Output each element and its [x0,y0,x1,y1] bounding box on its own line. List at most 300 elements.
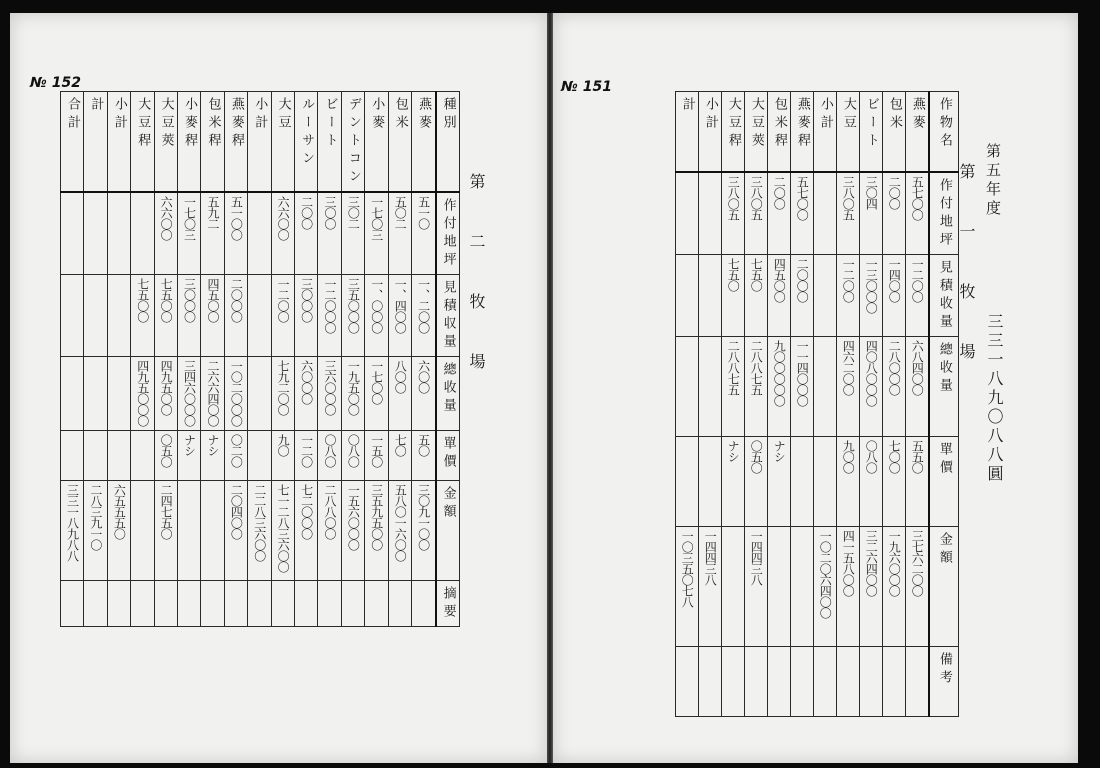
cell-text: 小麥稈 [182,97,198,151]
cell-text: 一、二〇〇 [416,278,431,333]
value-cell [883,336,906,436]
cell-text: 四五〇〇 [772,257,787,302]
item-name-cell [131,92,154,193]
cell-text: 二六六四〇〇 [205,360,220,426]
value-cell [860,526,883,646]
value-cell [722,436,745,526]
cell-text: 大豆稈 [135,97,151,151]
cell-text: 〇五〇 [749,439,764,473]
cell-text: 一四四三八 [749,529,764,585]
value-cell [84,357,107,431]
cell-text: 大豆莢 [158,97,174,151]
value-cell [791,254,814,336]
item-name-cell [178,92,201,193]
cell-text: 四九五〇〇〇 [135,360,150,426]
value-cell [699,172,722,255]
cell-text: 四一五八〇〇 [841,529,856,596]
cell-text: 四六二〇〇 [841,339,856,395]
cell-text: 二八八七五 [749,339,764,395]
cell-text: 七五〇 [749,257,764,291]
cell-text: 一九六〇〇〇 [887,529,902,596]
cell-text: ナシ [205,434,220,456]
value-cell [248,481,271,581]
value-cell [84,275,107,357]
cell-text: 一九五〇〇 [346,360,361,415]
cell-text: 二八八七五 [726,339,741,395]
value-cell [699,254,722,336]
ledger-page-left [10,13,547,763]
value-cell [61,192,84,275]
cell-text: 一二〇〇 [910,257,925,302]
value-cell [837,336,860,436]
value-cell [814,172,837,255]
ledger-band [61,481,460,581]
cell-text: 計 [679,97,695,115]
cell-text: 一二〇 [299,434,314,467]
value-cell [883,172,906,255]
cell-text: 一七〇〇 [369,360,384,404]
cell-text: 三三一八九八八 [65,484,80,561]
value-cell [722,646,745,716]
item-name-cell [699,92,722,172]
item-name-cell [676,92,699,172]
value-cell [201,431,224,481]
value-cell [412,192,436,275]
value-cell [768,526,791,646]
cell-text: 三〇九一〇〇 [416,484,431,550]
value-cell [768,436,791,526]
value-cell [201,481,224,581]
cell-text: 四〇八〇〇〇 [864,339,879,406]
value-cell [768,646,791,716]
value-cell [814,646,837,716]
value-cell [201,357,224,431]
value-cell [412,581,436,627]
value-cell [860,172,883,255]
cell-text: 六六〇〇 [159,196,174,240]
cell-text: 六六〇〇 [276,196,291,240]
value-cell [388,275,411,357]
value-cell [837,172,860,255]
cell-text: ビート [863,97,879,151]
cell-text: 六〇〇〇 [299,360,314,404]
value-cell [388,192,411,275]
value-cell [201,275,224,357]
header-text: 見積收量 [936,259,952,332]
cell-text: 三〇〇 [322,196,337,229]
cell-text: 一、四〇〇 [393,278,408,333]
value-cell [131,275,154,357]
value-cell [154,581,177,627]
ledger-band [676,172,959,255]
ledger-band [61,92,460,193]
cell-text: 一五六〇〇〇 [346,484,361,550]
value-cell [318,481,341,581]
cell-text: 一七〇三 [369,196,384,240]
header-text: 總收量 [936,341,952,396]
header-text: 單價 [936,441,952,478]
value-cell [178,431,201,481]
value-cell [676,172,699,255]
cell-text: 二二八三六〇〇 [252,484,267,561]
ledger-page-right [553,13,1078,763]
ledger-band [61,431,460,481]
cell-text: 一〇二〇〇〇 [229,360,244,426]
value-cell [224,481,247,581]
value-cell [224,192,247,275]
value-cell [699,646,722,716]
item-name-cell [271,92,294,193]
item-name-cell [745,92,768,172]
cell-text: 包米稈 [205,97,221,151]
value-cell [745,336,768,436]
cell-text: 五七〇〇 [795,175,810,220]
value-cell [271,481,294,581]
cell-text: 七五〇 [726,257,741,291]
cell-text: 六五五五〇 [112,484,127,539]
value-cell [318,192,341,275]
value-cell [745,436,768,526]
header-text: 金額 [936,531,952,568]
cell-text: 包米稈 [771,97,787,151]
ledger-band [61,275,460,357]
value-cell [699,336,722,436]
cell-text: 二〇〇 [887,175,902,209]
item-name-cell [768,92,791,172]
cell-text: 三六〇〇〇 [322,360,337,415]
value-cell [224,357,247,431]
item-name-cell [412,92,436,193]
value-cell [295,192,318,275]
cell-text: デントコン [345,97,361,187]
value-cell [388,581,411,627]
cell-text: 一、〇〇〇 [369,278,384,333]
value-cell [699,526,722,646]
value-cell [745,526,768,646]
value-cell [388,357,411,431]
cell-text: 〇八〇 [322,434,337,467]
value-cell [814,336,837,436]
header-text: 備考 [936,651,952,688]
value-cell [318,357,341,431]
value-cell [722,254,745,336]
item-name-cell [201,92,224,193]
value-cell [699,436,722,526]
value-cell [388,431,411,481]
header-text: 作付地坪 [936,177,952,250]
value-cell [860,336,883,436]
item-name-cell [860,92,883,172]
cell-text: 小麥 [369,97,385,133]
header-text: 總收量 [440,362,456,416]
value-cell [271,431,294,481]
cell-text: 七二〇〇〇 [299,484,314,539]
cell-text: 五七〇〇 [910,175,925,220]
cell-text: 九〇〇〇〇〇 [772,339,787,406]
value-cell [154,192,177,275]
value-cell [676,336,699,436]
ledger-band [676,254,959,336]
cell-text: 一〇三五〇七八 [680,529,695,607]
item-name-cell [61,92,84,193]
value-cell [84,481,107,581]
value-cell [224,275,247,357]
value-cell [860,436,883,526]
value-cell [318,431,341,481]
value-cell [295,357,318,431]
cell-text: 三五九五〇〇 [369,484,384,550]
value-cell [131,192,154,275]
cell-text: 九〇〇 [841,439,856,473]
value-cell [131,431,154,481]
value-cell [768,172,791,255]
value-cell [61,357,84,431]
value-cell [837,254,860,336]
item-name-cell [388,92,411,193]
cell-text: 三二六四〇〇 [864,529,879,596]
column-header [436,581,460,627]
total-amount: 三三一八九〇八八圓 [985,313,1004,484]
cell-text: 二〇〇 [772,175,787,209]
value-cell [84,581,107,627]
cell-text: 六八四〇〇 [910,339,925,395]
item-name-cell [365,92,388,193]
cell-text: 一二〇〇 [841,257,856,302]
cell-text: 三〇二 [346,196,361,229]
value-cell [365,192,388,275]
cell-text: 一二〇〇〇 [322,278,337,333]
value-cell [883,526,906,646]
value-cell [676,436,699,526]
value-cell [295,481,318,581]
cell-text: 一四〇〇 [887,257,902,302]
item-name-cell [154,92,177,193]
cell-text: 包米 [392,97,408,133]
cell-text: 七五〇〇 [135,278,150,322]
ledger-band [676,92,959,172]
cell-text: 〇八〇 [864,439,879,473]
value-cell [178,275,201,357]
value-cell [745,254,768,336]
value-cell [154,431,177,481]
value-cell [248,192,271,275]
value-cell [154,275,177,357]
header-text: 摘要 [440,586,456,622]
cell-text: 三八〇五 [749,175,764,220]
value-cell [107,357,130,431]
column-header [929,526,959,646]
value-cell [107,481,130,581]
cell-text: 小計 [817,97,833,133]
value-cell [248,275,271,357]
item-name-cell [318,92,341,193]
cell-text: 五〇 [416,434,431,456]
cell-text: 二〇〇〇 [795,257,810,302]
value-cell [791,336,814,436]
item-name-cell [295,92,318,193]
value-cell [341,275,364,357]
cell-text: 二四七五〇 [159,484,174,539]
value-cell [768,254,791,336]
cell-text: 三八〇五 [726,175,741,220]
cell-text: 燕麥 [416,97,432,133]
cell-text: 大豆 [840,97,856,133]
item-name-cell [791,92,814,172]
cell-text: 大豆稈 [725,97,741,151]
item-name-cell [837,92,860,172]
value-cell [178,581,201,627]
value-cell [906,254,930,336]
value-cell [295,275,318,357]
cell-text: 三〇〇〇 [182,278,197,322]
cell-text: 三四六〇〇〇 [182,360,197,426]
value-cell [906,336,930,436]
fiscal-year-title: 第五年度 [984,143,1002,219]
cell-text: 小計 [252,97,268,133]
cell-text: 〇八〇 [346,434,361,467]
value-cell [131,581,154,627]
value-cell [341,192,364,275]
page-number: № 151 [561,79,612,95]
value-cell [883,436,906,526]
cell-text: 三七六二〇〇 [910,529,925,596]
value-cell [365,581,388,627]
value-cell [365,481,388,581]
value-cell [84,192,107,275]
header-text: 作物名 [936,97,952,151]
header-text: 見積収量 [440,280,456,352]
cell-text: 五一〇〇 [229,196,244,240]
item-name-cell [883,92,906,172]
value-cell [201,581,224,627]
column-header [436,92,460,193]
value-cell [676,526,699,646]
value-cell [295,431,318,481]
header-text: 金額 [440,486,456,522]
value-cell [178,192,201,275]
value-cell [318,275,341,357]
value-cell [745,646,768,716]
value-cell [768,336,791,436]
column-header [436,431,460,481]
value-cell [271,192,294,275]
section-title: 第 一 牧 場 [957,163,976,373]
cell-text: 二〇〇 [299,196,314,229]
column-header [929,92,959,172]
value-cell [791,436,814,526]
cell-text: 大豆 [275,97,291,133]
cell-text: 二〇〇〇 [229,278,244,322]
column-header [929,436,959,526]
cell-text: 小計 [702,97,718,133]
column-header [436,481,460,581]
cell-text: 合計 [65,97,81,133]
column-header [929,646,959,716]
item-name-cell [906,92,930,172]
ledger-table [60,91,460,627]
value-cell [84,431,107,481]
value-cell [860,646,883,716]
value-cell [412,275,436,357]
cell-text: 七〇 [393,434,408,456]
cell-text: 二八三九一〇 [88,484,103,550]
value-cell [860,254,883,336]
value-cell [318,581,341,627]
value-cell [341,431,364,481]
value-cell [61,275,84,357]
value-cell [365,357,388,431]
value-cell [224,431,247,481]
value-cell [131,481,154,581]
cell-text: 四九五〇〇 [159,360,174,415]
ledger-band [676,646,959,716]
value-cell [365,275,388,357]
value-cell [61,481,84,581]
cell-text: 五一〇 [416,196,431,229]
cell-text: 燕麥稈 [228,97,244,151]
cell-text: 七〇〇 [887,439,902,473]
cell-text: 六〇〇 [416,360,431,393]
cell-text: 五九二 [205,196,220,229]
value-cell [837,646,860,716]
cell-text: 三八〇五 [841,175,856,220]
cell-text: 五八〇一六〇〇 [393,484,408,561]
value-cell [412,481,436,581]
value-cell [388,481,411,581]
item-name-cell [84,92,107,193]
value-cell [178,357,201,431]
cell-text: 燕麥稈 [794,97,810,151]
value-cell [791,172,814,255]
value-cell [412,357,436,431]
cell-text: ナシ [726,439,741,462]
ledger-band [61,357,460,431]
value-cell [248,357,271,431]
ledger-table [675,91,959,717]
value-cell [201,192,224,275]
cell-text: 一〇二〇六四〇〇 [818,529,833,618]
cell-text: 一七〇三 [182,196,197,240]
value-cell [107,192,130,275]
header-text: 單價 [440,436,456,472]
header-text: 種別 [440,97,456,133]
value-cell [107,275,130,357]
cell-text: 七五〇〇 [159,278,174,322]
cell-text: 三五〇〇〇 [346,278,361,333]
cell-text: 三〇〇〇 [299,278,314,322]
value-cell [745,172,768,255]
cell-text: ナシ [182,434,197,456]
value-cell [412,431,436,481]
value-cell [883,646,906,716]
value-cell [107,431,130,481]
item-name-cell [722,92,745,172]
cell-text: 二〇四〇〇 [229,484,244,539]
value-cell [676,646,699,716]
value-cell [107,581,130,627]
value-cell [906,436,930,526]
cell-text: 小計 [111,97,127,133]
value-cell [365,431,388,481]
section-title: 第 二 牧 場 [467,173,486,383]
value-cell [271,275,294,357]
cell-text: 包米 [886,97,902,133]
value-cell [676,254,699,336]
value-cell [61,581,84,627]
cell-text: 〇二〇 [229,434,244,467]
value-cell [722,172,745,255]
value-cell [178,481,201,581]
